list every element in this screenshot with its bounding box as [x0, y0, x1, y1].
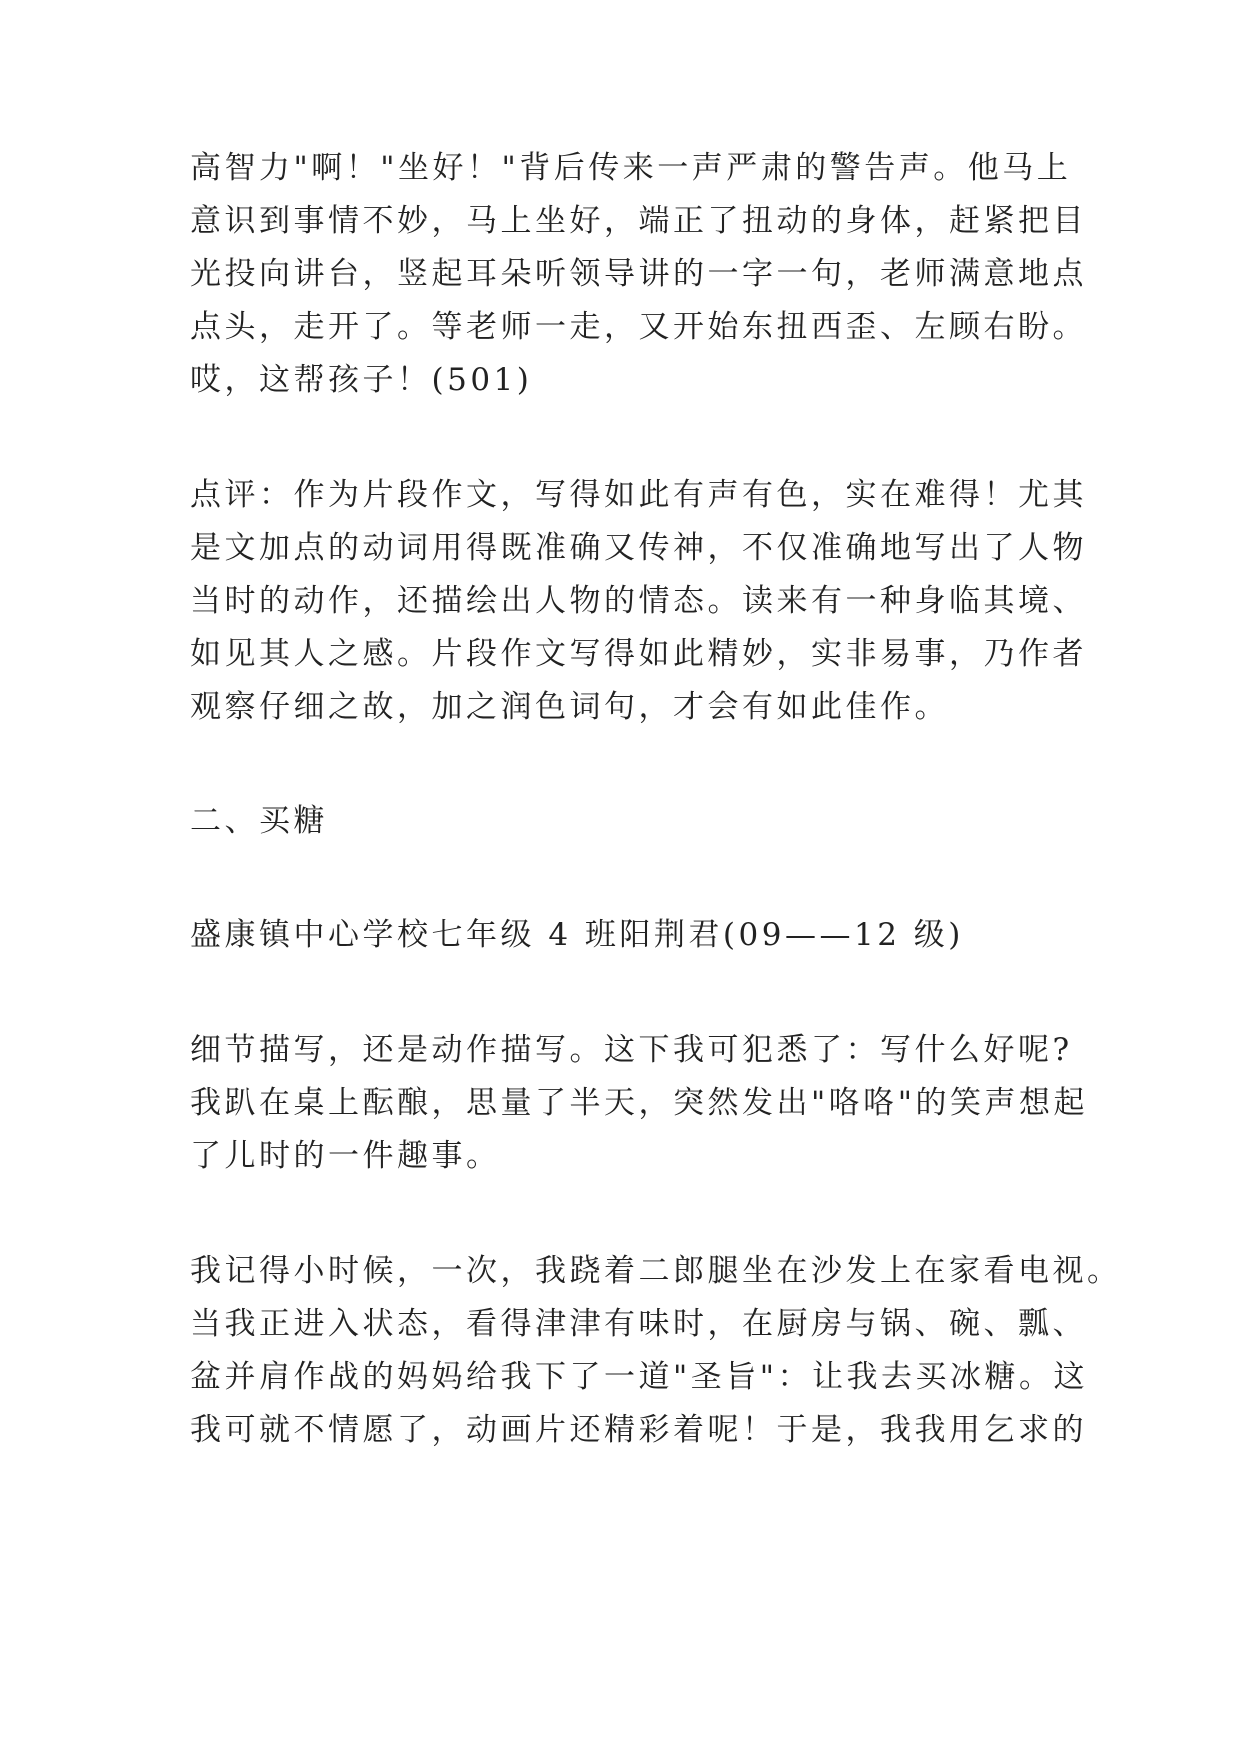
paragraph-2-line-3: 了儿时的一件趣事。 — [190, 1138, 501, 1174]
paragraph-2-line-2: 我趴在桌上酝酿，思量了半天，突然发出"咯咯"的笑声想起 — [190, 1085, 1089, 1121]
comment-line-5: 观察仔细之故，加之润色词句，才会有如此佳作。 — [190, 689, 949, 725]
comment-line-3: 当时的动作，还描绘出人物的情态。读来有一种身临其境、 — [190, 583, 1087, 619]
comment-line-1: 点评：作为片段作文，写得如此有声有色，实在难得！尤其 — [190, 477, 1087, 513]
paragraph-1-line-4: 点头，走开了。等老师一走，又开始东扭西歪、左顾右盼。 — [190, 309, 1087, 345]
comment-line-2: 是文加点的动词用得既准确又传神，不仅准确地写出了人物 — [190, 530, 1087, 566]
paragraph-3-line-2: 当我正进入状态，看得津津有味时，在厨房与锅、碗、瓢、 — [190, 1306, 1087, 1342]
author-line: 盛康镇中心学校七年级 4 班阳荆君(09——12 级) — [190, 917, 964, 953]
paragraph-3-line-1: 我记得小时候，一次，我跷着二郎腿坐在沙发上在家看电视。 — [190, 1253, 1122, 1289]
comment-line-4: 如见其人之感。片段作文写得如此精妙，实非易事，乃作者 — [190, 636, 1087, 672]
paragraph-1-line-3: 光投向讲台，竖起耳朵听领导讲的一字一句，老师满意地点 — [190, 256, 1087, 292]
section-title: 二、买糖 — [190, 803, 328, 839]
paragraph-1-line-2: 意识到事情不妙，马上坐好，端正了扭动的身体，赶紧把目 — [190, 203, 1087, 239]
paragraph-3-line-3: 盆并肩作战的妈妈给我下了一道"圣旨"：让我去买冰糖。这 — [190, 1359, 1089, 1395]
paragraph-1-line-1: 高智力"啊！"坐好！"背后传来一声严肃的警告声。他马上 — [190, 150, 1072, 186]
paragraph-2-line-1: 细节描写，还是动作描写。这下我可犯悉了：写什么好呢? — [190, 1032, 1073, 1068]
paragraph-3-line-4: 我可就不情愿了，动画片还精彩着呢！于是，我我用乞求的 — [190, 1412, 1087, 1448]
paragraph-1-line-5: 哎，这帮孩子！(501) — [190, 362, 533, 398]
